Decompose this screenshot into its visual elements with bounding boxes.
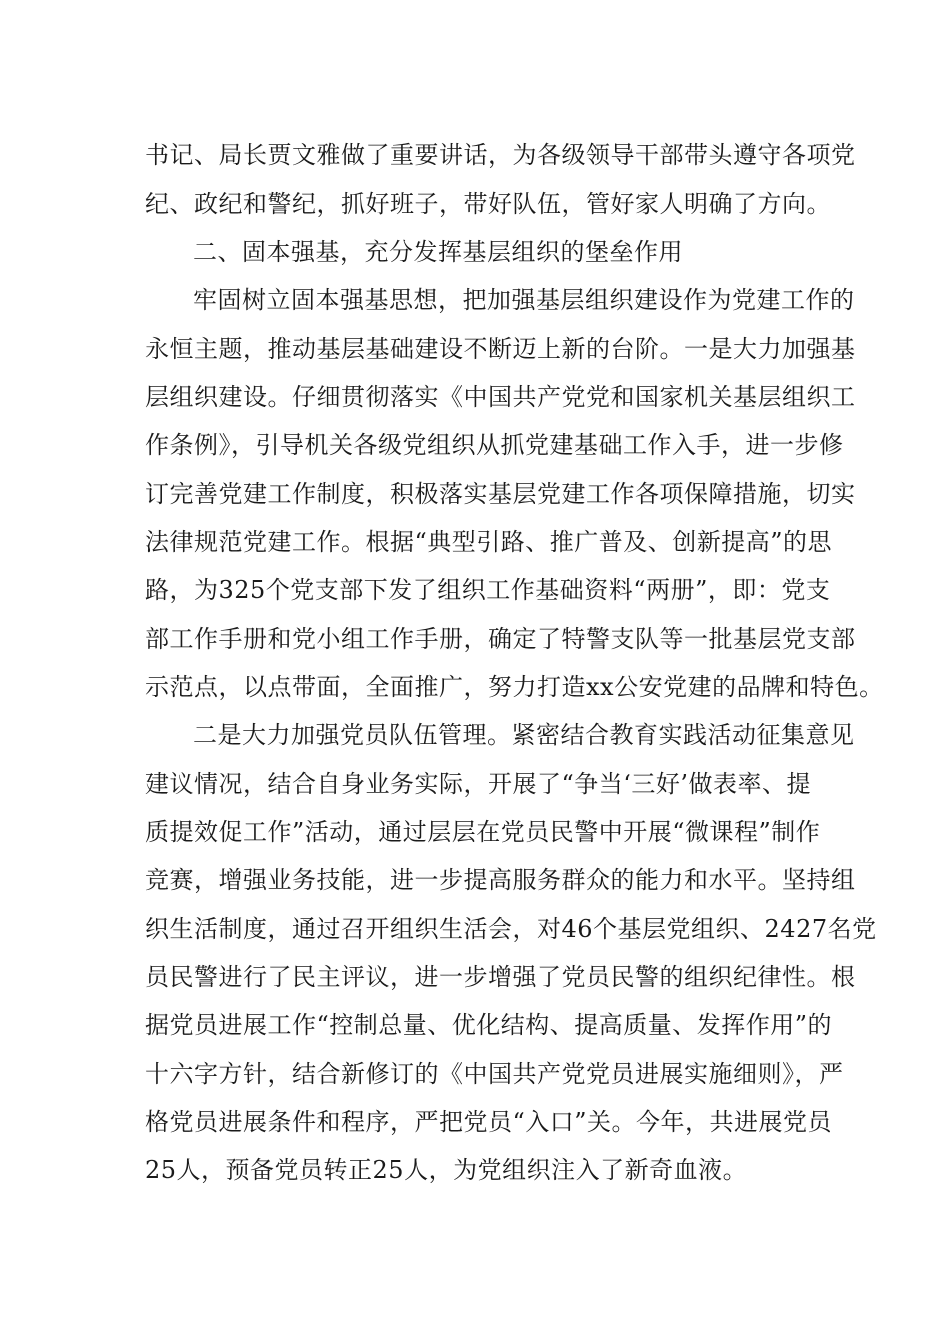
text-line: 员民警进行了民主评议，进一步增强了党员民警的组织纪律性。根 [145,963,856,991]
text-line: 示范点，以点带面，全面推广，努力打造xx公安党建的品牌和特色。 [145,673,884,701]
text-line: 法律规范党建工作。根据“典型引路、推广普及、创新提高”的思 [145,528,833,556]
text-line: 格党员进展条件和程序，严把党员“入口”关。今年，共进展党员 [145,1108,833,1136]
text-line: 书记、局长贾文雅做了重要讲话，为各级领导干部带头遵守各项党 [145,141,856,169]
text-line: 作条例》，引导机关各级党组织从抓党建基础工作入手，进一步修 [145,431,844,459]
text-line: 十六字方针，结合新修订的《中国共产党党员进展实施细则》，严 [145,1060,844,1088]
text-line: 质提效促工作”活动，通过层层在党员民警中开展“微课程”制作 [145,818,821,846]
text-line: 部工作手册和党小组工作手册，确定了特警支队等一批基层党支部 [145,625,856,653]
text-line: 据党员进展工作“控制总量、优化结构、提高质量、发挥作用”的 [145,1011,833,1039]
text-line: 竞赛，增强业务技能，进一步提高服务群众的能力和水平。坚持组 [145,866,856,894]
paragraph-first-line: 牢固树立固本强基思想，把加强基层组织建设作为党建工作的 [193,286,855,314]
text-line: 建议情况，结合自身业务实际，开展了“争当‘三好’做表率、提 [145,770,812,798]
text-line: 订完善党建工作制度，积极落实基层党建工作各项保障措施，切实 [145,480,856,508]
paragraph-first-line: 二是大力加强党员队伍管理。紧密结合教育实践活动征集意见 [193,721,855,749]
text-line: 25人，预备党员转正25人，为党组织注入了新奇血液。 [145,1156,748,1184]
section-heading: 二、固本强基，充分发挥基层组织的堡垒作用 [193,238,683,266]
text-line: 纪、政纪和警纪，抓好班子，带好队伍，管好家人明确了方向。 [145,190,831,218]
text-line: 层组织建设。仔细贯彻落实《中国共产党党和国家机关基层组织工 [145,383,856,411]
text-line: 永恒主题，推动基层基础建设不断迈上新的台阶。一是大力加强基 [145,335,856,363]
text-line: 路，为325个党支部下发了组织工作基础资料“两册”，即：党支 [145,576,831,604]
text-line: 织生活制度，通过召开组织生活会，对46个基层党组织、2427名党 [145,915,877,943]
